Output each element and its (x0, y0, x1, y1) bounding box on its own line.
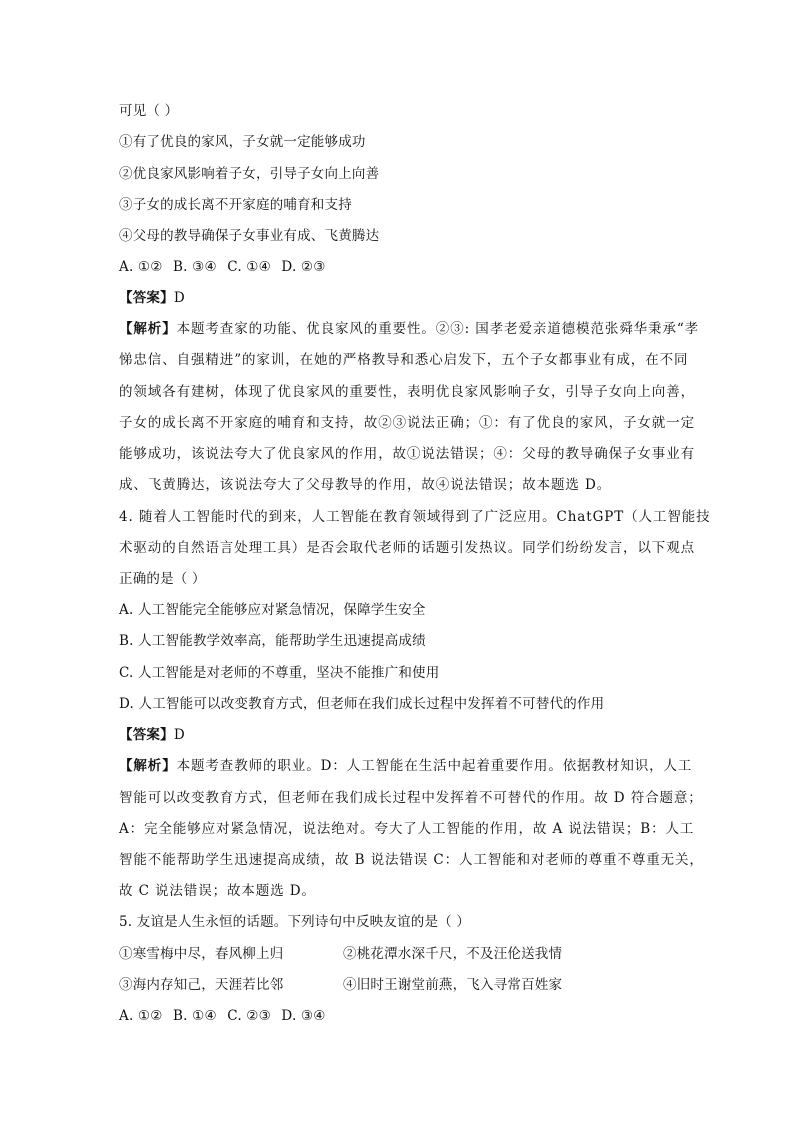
q4-analysis-label: 【解析】 (119, 758, 177, 774)
q3-analysis-line-6: 成、飞黄腾达，该说法夸大了父母教导的作用，故④说法错误；故本题选 D。 (119, 477, 612, 493)
q4-analysis-text-1: 本题考查教师的职业。D：人工智能在生活中起着重要作用。依据教材知识，人工 (176, 758, 693, 774)
q3-answer-label: 【答案】 (119, 290, 174, 306)
q3-analysis-line-1 (119, 319, 700, 339)
q3-answer (119, 288, 679, 308)
q3-analysis-line-3: 的领域各有建树，体现了优良家风的重要性，表明优良家风影响子女，引导子女向上向善， (119, 384, 695, 400)
q5-choice-d: D. ③④ (281, 1008, 326, 1024)
q3-answer-value: D (173, 290, 185, 306)
q5-poem-3: ③海内存知己，天涯若比邻 (119, 977, 284, 993)
q5-choice-c: C. ②③ (227, 1008, 271, 1024)
q3-choice-a: A. ①② (119, 259, 163, 275)
q5-choices (119, 1006, 679, 1026)
q3-choices (119, 257, 679, 277)
q3-choice-b: B. ③④ (173, 259, 217, 275)
q3-analysis-text-1: 本题考查家的功能、优良家风的重要性。②③: 国孝老爱亲道德模范张舜华秉承“孝 (176, 321, 700, 337)
q3-statement-1: ①有了优良的家风，子女就一定能够成功 (119, 134, 366, 150)
q4-answer-label: 【答案】 (119, 727, 174, 743)
q3-choice-d: D. ②③ (281, 259, 326, 275)
q4-analysis-line-2: 智能可以改变教育方式，但老师在我们成长过程中发挥着不可替代的作用。故 D 符合题意； (119, 790, 703, 806)
q4-option-c: C. 人工智能是对老师的不尊重，坚决不能推广和使用 (119, 665, 440, 681)
q3-stem-tail: 可见（ ） (119, 103, 179, 119)
q4-option-d: D. 人工智能可以改变教育方式，但老师在我们成长过程中发挥着不可替代的作用 (119, 696, 605, 712)
q3-analysis-label: 【解析】 (119, 321, 177, 337)
q4-option-a: A. 人工智能完全能够应对紧急情况，保障学生安全 (119, 602, 426, 618)
q4-analysis-line-5: 故 C 说法错误；故本题选 D。 (119, 883, 316, 899)
q5-stem: 5. 友谊是人生永恒的话题。下列诗句中反映友谊的是（ ） (119, 914, 471, 930)
q3-statement-2: ②优良家风影响着子女，引导子女向上向善 (119, 166, 380, 182)
q4-stem-line-1: 4. 随着人工智能时代的到来，人工智能在教育领域得到了广泛应用。ChatGPT（人工智能技 (119, 509, 711, 525)
q3-analysis-line-4: 子女的成长离不开家庭的哺育和支持，故②③说法正确；①：有了优良的家风，子女就一定 (119, 415, 695, 431)
q3-choice-c: C. ①④ (227, 259, 271, 275)
q4-analysis-line-3: A：完全能够应对紧急情况，说法绝对。夸大了人工智能的作用，故 A 说法错误；B：人工 (119, 821, 695, 837)
q4-answer-value: D (173, 727, 185, 743)
q4-stem-line-3: 正确的是（ ） (119, 571, 206, 587)
q4-analysis-line-1 (119, 756, 693, 776)
q5-poem-1: ①寒雪梅中尽，春风柳上归 (119, 946, 284, 962)
q4-answer (119, 725, 679, 745)
q4-option-b: B. 人工智能教学效率高，能帮助学生迅速提高成绩 (119, 633, 426, 649)
q4-analysis-line-4: 智能不能帮助学生迅速提高成绩，故 B 说法错误 C：人工智能和对老师的尊重不尊重无关， (119, 852, 704, 868)
q3-statement-4: ④父母的教导确保子女事业有成、飞黄腾达 (119, 228, 380, 244)
q3-analysis-line-5: 能够成功，该说法夸大了优良家风的作用，故①说法错误；④：父母的教导确保子女事业有 (119, 446, 695, 462)
q5-poem-4: ④旧时王谢堂前燕，飞入寻常百姓家 (343, 977, 563, 993)
q5-choice-b: B. ①④ (173, 1008, 217, 1024)
q5-choice-a: A. ①② (119, 1008, 163, 1024)
q5-poem-2: ②桃花潭水深千尺，不及汪伦送我情 (343, 946, 563, 962)
q3-analysis-line-2: 悌忠信、自强精进”的家训，在她的严格教导和悉心启发下，五个子女都事业有成，在不同 (119, 352, 689, 368)
q3-statement-3: ③子女的成长离不开家庭的哺育和支持 (119, 197, 352, 213)
q4-stem-line-2: 术驱动的自然语言处理工具）是否会取代老师的话题引发热议。同学们纷纷发言，以下观点 (119, 540, 695, 556)
